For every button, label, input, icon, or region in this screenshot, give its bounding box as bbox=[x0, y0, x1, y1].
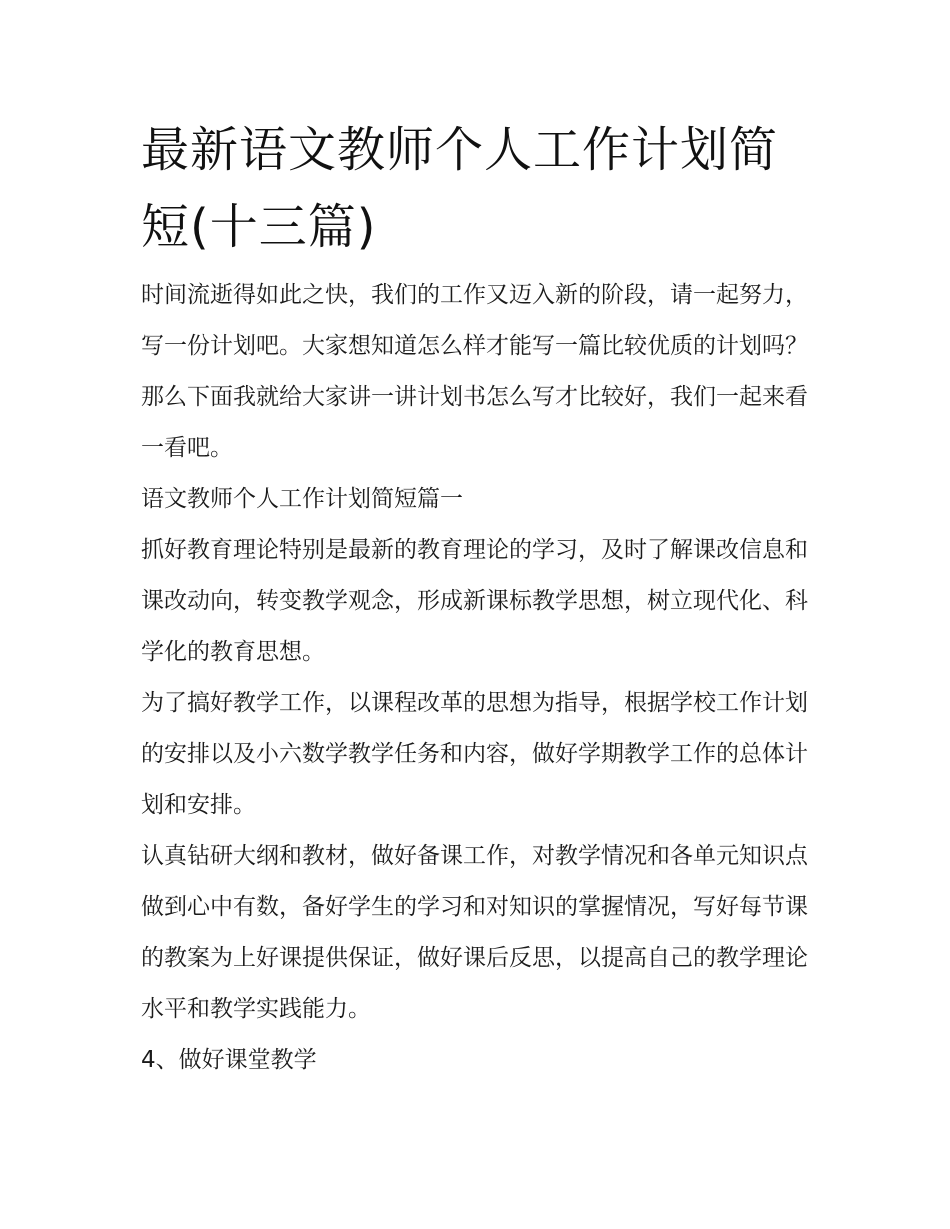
section-heading: 语文教师个人工作计划简短篇一 bbox=[141, 486, 463, 512]
document-title: 最新语文教师个人工作计划简短(十三篇) bbox=[141, 122, 779, 255]
document-body bbox=[141, 112, 813, 1086]
body-paragraph: 抓好教育理论特别是最新的教育理论的学习，及时了解课改信息和课改动向，转变教学观念，形成新课标教学思想，树立现代化、科学化的教育思想。 bbox=[141, 537, 808, 665]
title-block bbox=[141, 112, 813, 266]
list-item: 4、做好课堂教学 bbox=[141, 1047, 317, 1073]
intro-paragraph: 时间流逝得如此之快，我们的工作又迈入新的阶段，请一起努力，写一份计划吧。大家想知道怎么样才能写一篇比较优质的计划吗？那么下面我就给大家讲一讲计划书怎么写才比较好，我们一起来看一看吧。 bbox=[141, 282, 808, 461]
body-paragraph: 认真钻研大纲和教材，做好备课工作，对教学情况和各单元知识点做到心中有数，备好学生的学习和对知识的掌握情况，写好每节课的教案为上好课提供保证，做好课后反思，以提高自己的教学理论水平和教学实践能力。 bbox=[141, 843, 808, 1022]
body-paragraph: 为了搞好教学工作，以课程改革的思想为指导，根据学校工作计划的安排以及小六数学教学任务和内容，做好学期教学工作的总体计划和安排。 bbox=[141, 690, 808, 818]
